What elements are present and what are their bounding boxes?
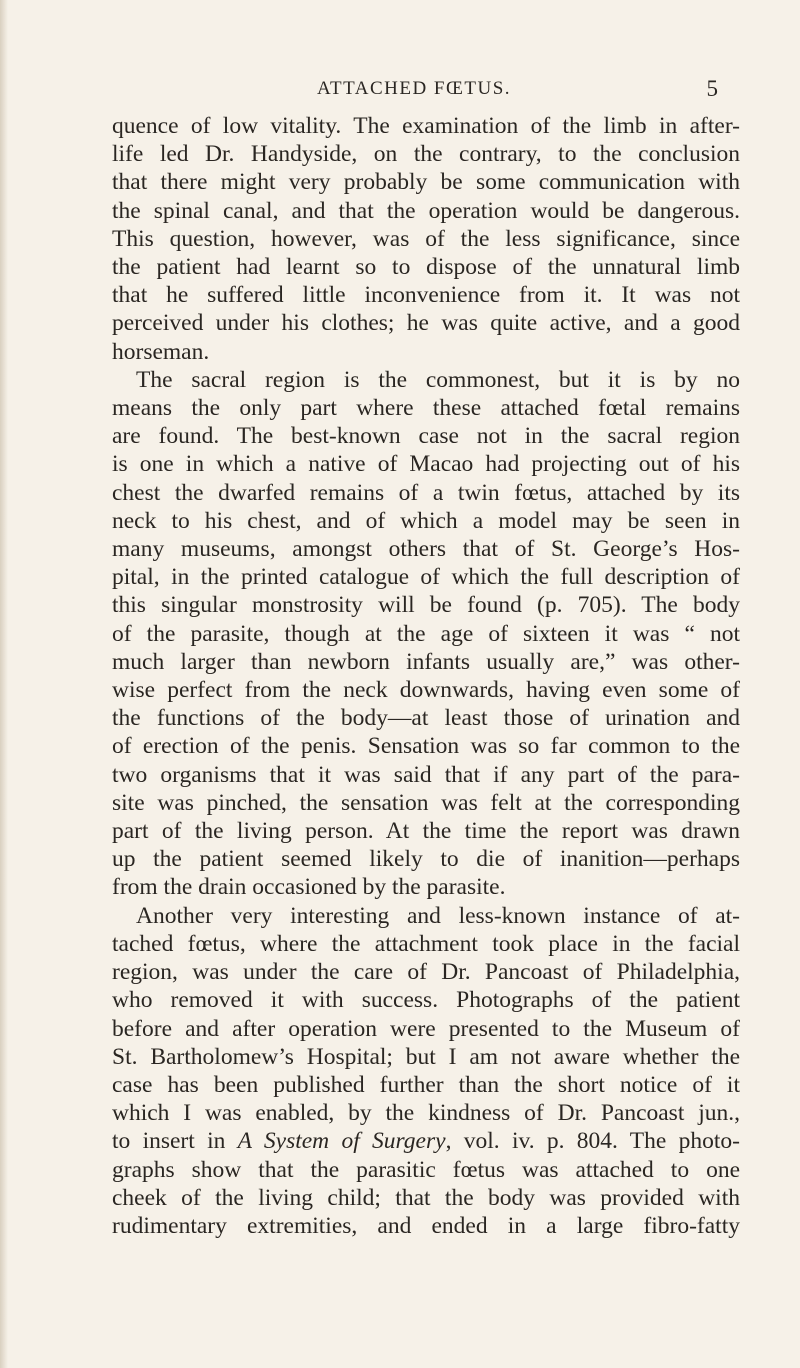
text-line: wise perfect from the neck downwards, having even some of <box>112 677 740 704</box>
text-line: before and after operation were presented to the Museum of <box>112 1015 740 1042</box>
page-number: 5 <box>706 76 718 101</box>
text-line: this singular monstrosity will be found (p. 705). The body <box>112 592 740 619</box>
text-line: The sacral region is the commonest, but it is by no <box>136 366 740 393</box>
text-line: graphs show that the parasitic fœtus was attached to one <box>112 1156 740 1183</box>
text-line: from the drain occasioned by the parasite. <box>112 874 506 901</box>
text-line: part of the living person. At the time the report was drawn <box>112 818 740 845</box>
text-line: much larger than newborn infants usually are,” was other- <box>112 648 740 675</box>
text-line: site was pinched, the sensation was felt at the corresponding <box>112 789 740 816</box>
text-line: many museums, amongst others that of St. George’s Hos- <box>112 536 740 563</box>
running-head <box>110 76 718 106</box>
text-line: quence of low vitality. The examination of the limb in after- <box>112 113 740 139</box>
text-line: who removed it with success. Photographs of the patient <box>112 987 740 1014</box>
text-line: which I was enabled, by the kindness of Dr. Pancoast jun., <box>112 1100 740 1127</box>
text-line: two organisms that it was said that if any part of the para- <box>112 761 740 788</box>
text-line: means the only part where these attached fœtal remains <box>112 395 740 422</box>
text-line: that there might very probably be some communication with <box>112 169 740 196</box>
text-line: Another very interesting and less-known instance of at- <box>136 902 740 929</box>
text-line: pital, in the printed catalogue of which the full description of <box>112 564 740 591</box>
text-line: tached fœtus, where the attachment took place in the facial <box>112 930 740 957</box>
text-line: are found. The best-known case not in the sacral region <box>112 423 740 450</box>
text-line: perceived under his clothes; he was quite active, and a good <box>112 310 740 337</box>
text-line: region, was under the care of Dr. Pancoast of Philadelphia, <box>112 959 740 986</box>
text-line: up the patient seemed likely to die of inanition—perhaps <box>112 846 740 873</box>
body-text <box>112 112 740 1240</box>
text-line: of the parasite, though at the age of sixteen it was “ not <box>112 620 740 647</box>
text-line: life led Dr. Handyside, on the contrary, to the conclusion <box>112 141 740 168</box>
text-line: case has been published further than the short notice of it <box>112 1071 740 1098</box>
text-line: that he suffered little inconvenience from it. It was not <box>112 282 740 309</box>
text-line: chest the dwarfed remains of a twin fœtus, attached by its <box>112 479 740 506</box>
text-line: This question, however, was of the less significance, since <box>112 225 740 252</box>
paragraph-2 <box>112 366 740 902</box>
text-line: horseman. <box>112 338 210 365</box>
running-title: ATTACHED FŒTUS. <box>316 78 512 99</box>
paragraph-1 <box>112 112 740 366</box>
text-line: of erection of the penis. Sensation was so far common to the <box>112 733 740 760</box>
text-line: rudimentary extremities, and ended in a large fibro-fatty <box>112 1212 740 1239</box>
text-line: the spinal canal, and that the operation would be dangerous. <box>112 197 740 224</box>
text-line: is one in which a native of Macao had projecting out of his <box>112 451 740 478</box>
text-line: to insert in A System of Surgery, vol. iv. p. 804. The photo- <box>112 1128 740 1155</box>
spine-shadow <box>0 0 8 1368</box>
text-line: St. Bartholomew’s Hospital; but I am not aware whether the <box>112 1043 740 1070</box>
text-line: neck to his chest, and of which a model may be seen in <box>112 507 740 534</box>
text-line: the functions of the body—at least those of urination and <box>112 705 740 732</box>
text-line: cheek of the living child; that the body was provided with <box>112 1184 740 1211</box>
text-line: the patient had learnt so to dispose of the unnatural limb <box>112 254 740 281</box>
paragraph-3 <box>112 902 740 1240</box>
